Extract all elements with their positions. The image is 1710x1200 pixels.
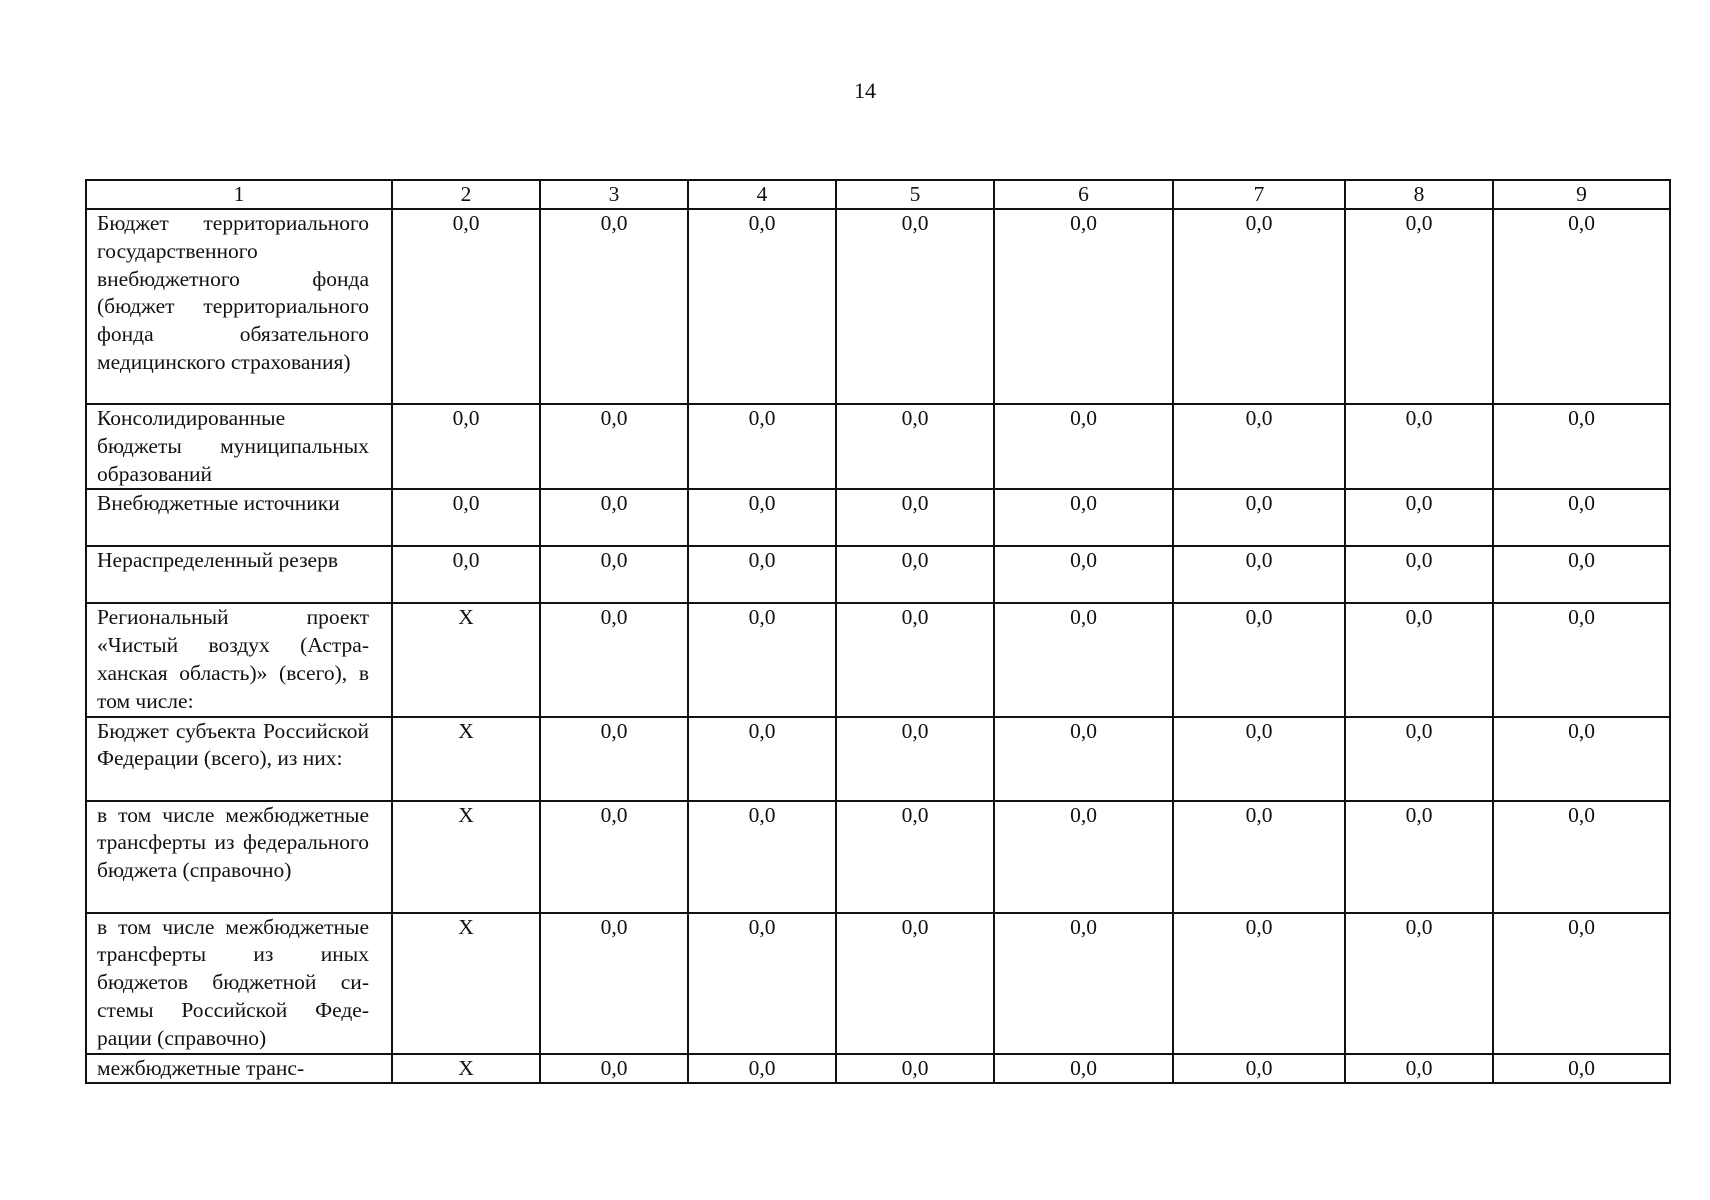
cell-value: 0,0 — [1173, 801, 1345, 913]
column-number: 2 — [392, 180, 540, 209]
cell-value: 0,0 — [1173, 404, 1345, 489]
table-row — [86, 404, 1670, 489]
column-number: 5 — [836, 180, 994, 209]
table-row — [86, 717, 1670, 801]
cell-value: 0,0 — [836, 913, 994, 1054]
row-label: Консолидированные бюджеты муниципальных образований — [86, 404, 392, 489]
cell-value: 0,0 — [1173, 1054, 1345, 1084]
row-label: Бюджет территориального государственного внебюджетного фонда (бюджет территориального фонда обязательного медицинского страхования) — [86, 209, 392, 404]
column-number: 7 — [1173, 180, 1345, 209]
cell-value: X — [392, 913, 540, 1054]
cell-value: 0,0 — [994, 489, 1173, 546]
cell-value: 0,0 — [1173, 489, 1345, 546]
row-label: в том числе межбюджетные трансферты из иных бюджетов бюджетной системы Российской Федерации (справочно) — [86, 913, 392, 1054]
table-body — [86, 180, 1670, 1083]
page-number: 14 — [854, 78, 876, 103]
cell-value: 0,0 — [688, 209, 836, 404]
cell-value: 0,0 — [688, 913, 836, 1054]
column-number: 4 — [688, 180, 836, 209]
cell-value: 0,0 — [688, 489, 836, 546]
cell-value: 0,0 — [392, 546, 540, 603]
cell-value: 0,0 — [836, 1054, 994, 1084]
cell-value: 0,0 — [688, 603, 836, 716]
row-label: Бюджет субъекта Российской Федерации (всего), из них: — [86, 717, 392, 801]
cell-value: 0,0 — [836, 209, 994, 404]
cell-value: 0,0 — [540, 603, 688, 716]
cell-value: 0,0 — [540, 913, 688, 1054]
cell-value: 0,0 — [1345, 546, 1493, 603]
cell-value: 0,0 — [1173, 603, 1345, 716]
cell-value: 0,0 — [392, 404, 540, 489]
cell-value: X — [392, 717, 540, 801]
row-label: Региональный проект «Чистый воздух (Астраханская область)» (всего), в том числе: — [86, 603, 392, 716]
cell-value: 0,0 — [540, 717, 688, 801]
cell-value: 0,0 — [1173, 717, 1345, 801]
cell-value: 0,0 — [994, 603, 1173, 716]
table-row — [86, 209, 1670, 404]
cell-value: 0,0 — [1345, 801, 1493, 913]
row-label: Внебюджетные источники — [86, 489, 392, 546]
cell-value: X — [392, 603, 540, 716]
column-number-row — [86, 180, 1670, 209]
cell-value: 0,0 — [836, 404, 994, 489]
cell-value: 0,0 — [1493, 209, 1670, 404]
cell-value: 0,0 — [836, 603, 994, 716]
cell-value: 0,0 — [688, 717, 836, 801]
cell-value: 0,0 — [540, 209, 688, 404]
cell-value: 0,0 — [1345, 404, 1493, 489]
cell-value: 0,0 — [1493, 603, 1670, 716]
table-row — [86, 801, 1670, 913]
cell-value: 0,0 — [836, 489, 994, 546]
column-number: 6 — [994, 180, 1173, 209]
cell-value: 0,0 — [540, 404, 688, 489]
cell-value: 0,0 — [836, 801, 994, 913]
cell-value: 0,0 — [1345, 209, 1493, 404]
table-row — [86, 913, 1670, 1054]
budget-table — [85, 179, 1671, 1084]
cell-value: 0,0 — [1345, 717, 1493, 801]
cell-value: 0,0 — [1493, 913, 1670, 1054]
cell-value: 0,0 — [688, 546, 836, 603]
cell-value: 0,0 — [836, 717, 994, 801]
cell-value: 0,0 — [994, 717, 1173, 801]
cell-value: 0,0 — [994, 546, 1173, 603]
column-number: 8 — [1345, 180, 1493, 209]
row-label: в том числе межбюджетные трансферты из федерального бюджета (справочно) — [86, 801, 392, 913]
cell-value: 0,0 — [994, 209, 1173, 404]
column-number: 3 — [540, 180, 688, 209]
cell-value: 0,0 — [688, 801, 836, 913]
cell-value: 0,0 — [688, 1054, 836, 1084]
cell-value: 0,0 — [1173, 209, 1345, 404]
cell-value: 0,0 — [994, 801, 1173, 913]
table-row — [86, 1054, 1670, 1084]
cell-value: 0,0 — [540, 489, 688, 546]
cell-value: 0,0 — [836, 546, 994, 603]
cell-value: 0,0 — [1493, 717, 1670, 801]
cell-value: 0,0 — [1173, 546, 1345, 603]
row-label: межбюджетные транс- — [86, 1054, 392, 1084]
cell-value: 0,0 — [1493, 1054, 1670, 1084]
cell-value: 0,0 — [994, 913, 1173, 1054]
cell-value: 0,0 — [994, 404, 1173, 489]
cell-value: X — [392, 801, 540, 913]
cell-value: 0,0 — [1493, 546, 1670, 603]
column-number: 1 — [86, 180, 392, 209]
table-row — [86, 546, 1670, 603]
cell-value: 0,0 — [994, 1054, 1173, 1084]
cell-value: 0,0 — [1345, 1054, 1493, 1084]
cell-value: 0,0 — [1493, 489, 1670, 546]
cell-value: 0,0 — [392, 209, 540, 404]
cell-value: 0,0 — [1345, 913, 1493, 1054]
cell-value: 0,0 — [1493, 404, 1670, 489]
cell-value: X — [392, 1054, 540, 1084]
table-row — [86, 603, 1670, 716]
cell-value: 0,0 — [688, 404, 836, 489]
cell-value: 0,0 — [1345, 603, 1493, 716]
table-row — [86, 489, 1670, 546]
cell-value: 0,0 — [1345, 489, 1493, 546]
cell-value: 0,0 — [392, 489, 540, 546]
cell-value: 0,0 — [1173, 913, 1345, 1054]
cell-value: 0,0 — [1493, 801, 1670, 913]
column-number: 9 — [1493, 180, 1670, 209]
row-label: Нераспределенный резерв — [86, 546, 392, 603]
cell-value: 0,0 — [540, 1054, 688, 1084]
cell-value: 0,0 — [540, 801, 688, 913]
cell-value: 0,0 — [540, 546, 688, 603]
